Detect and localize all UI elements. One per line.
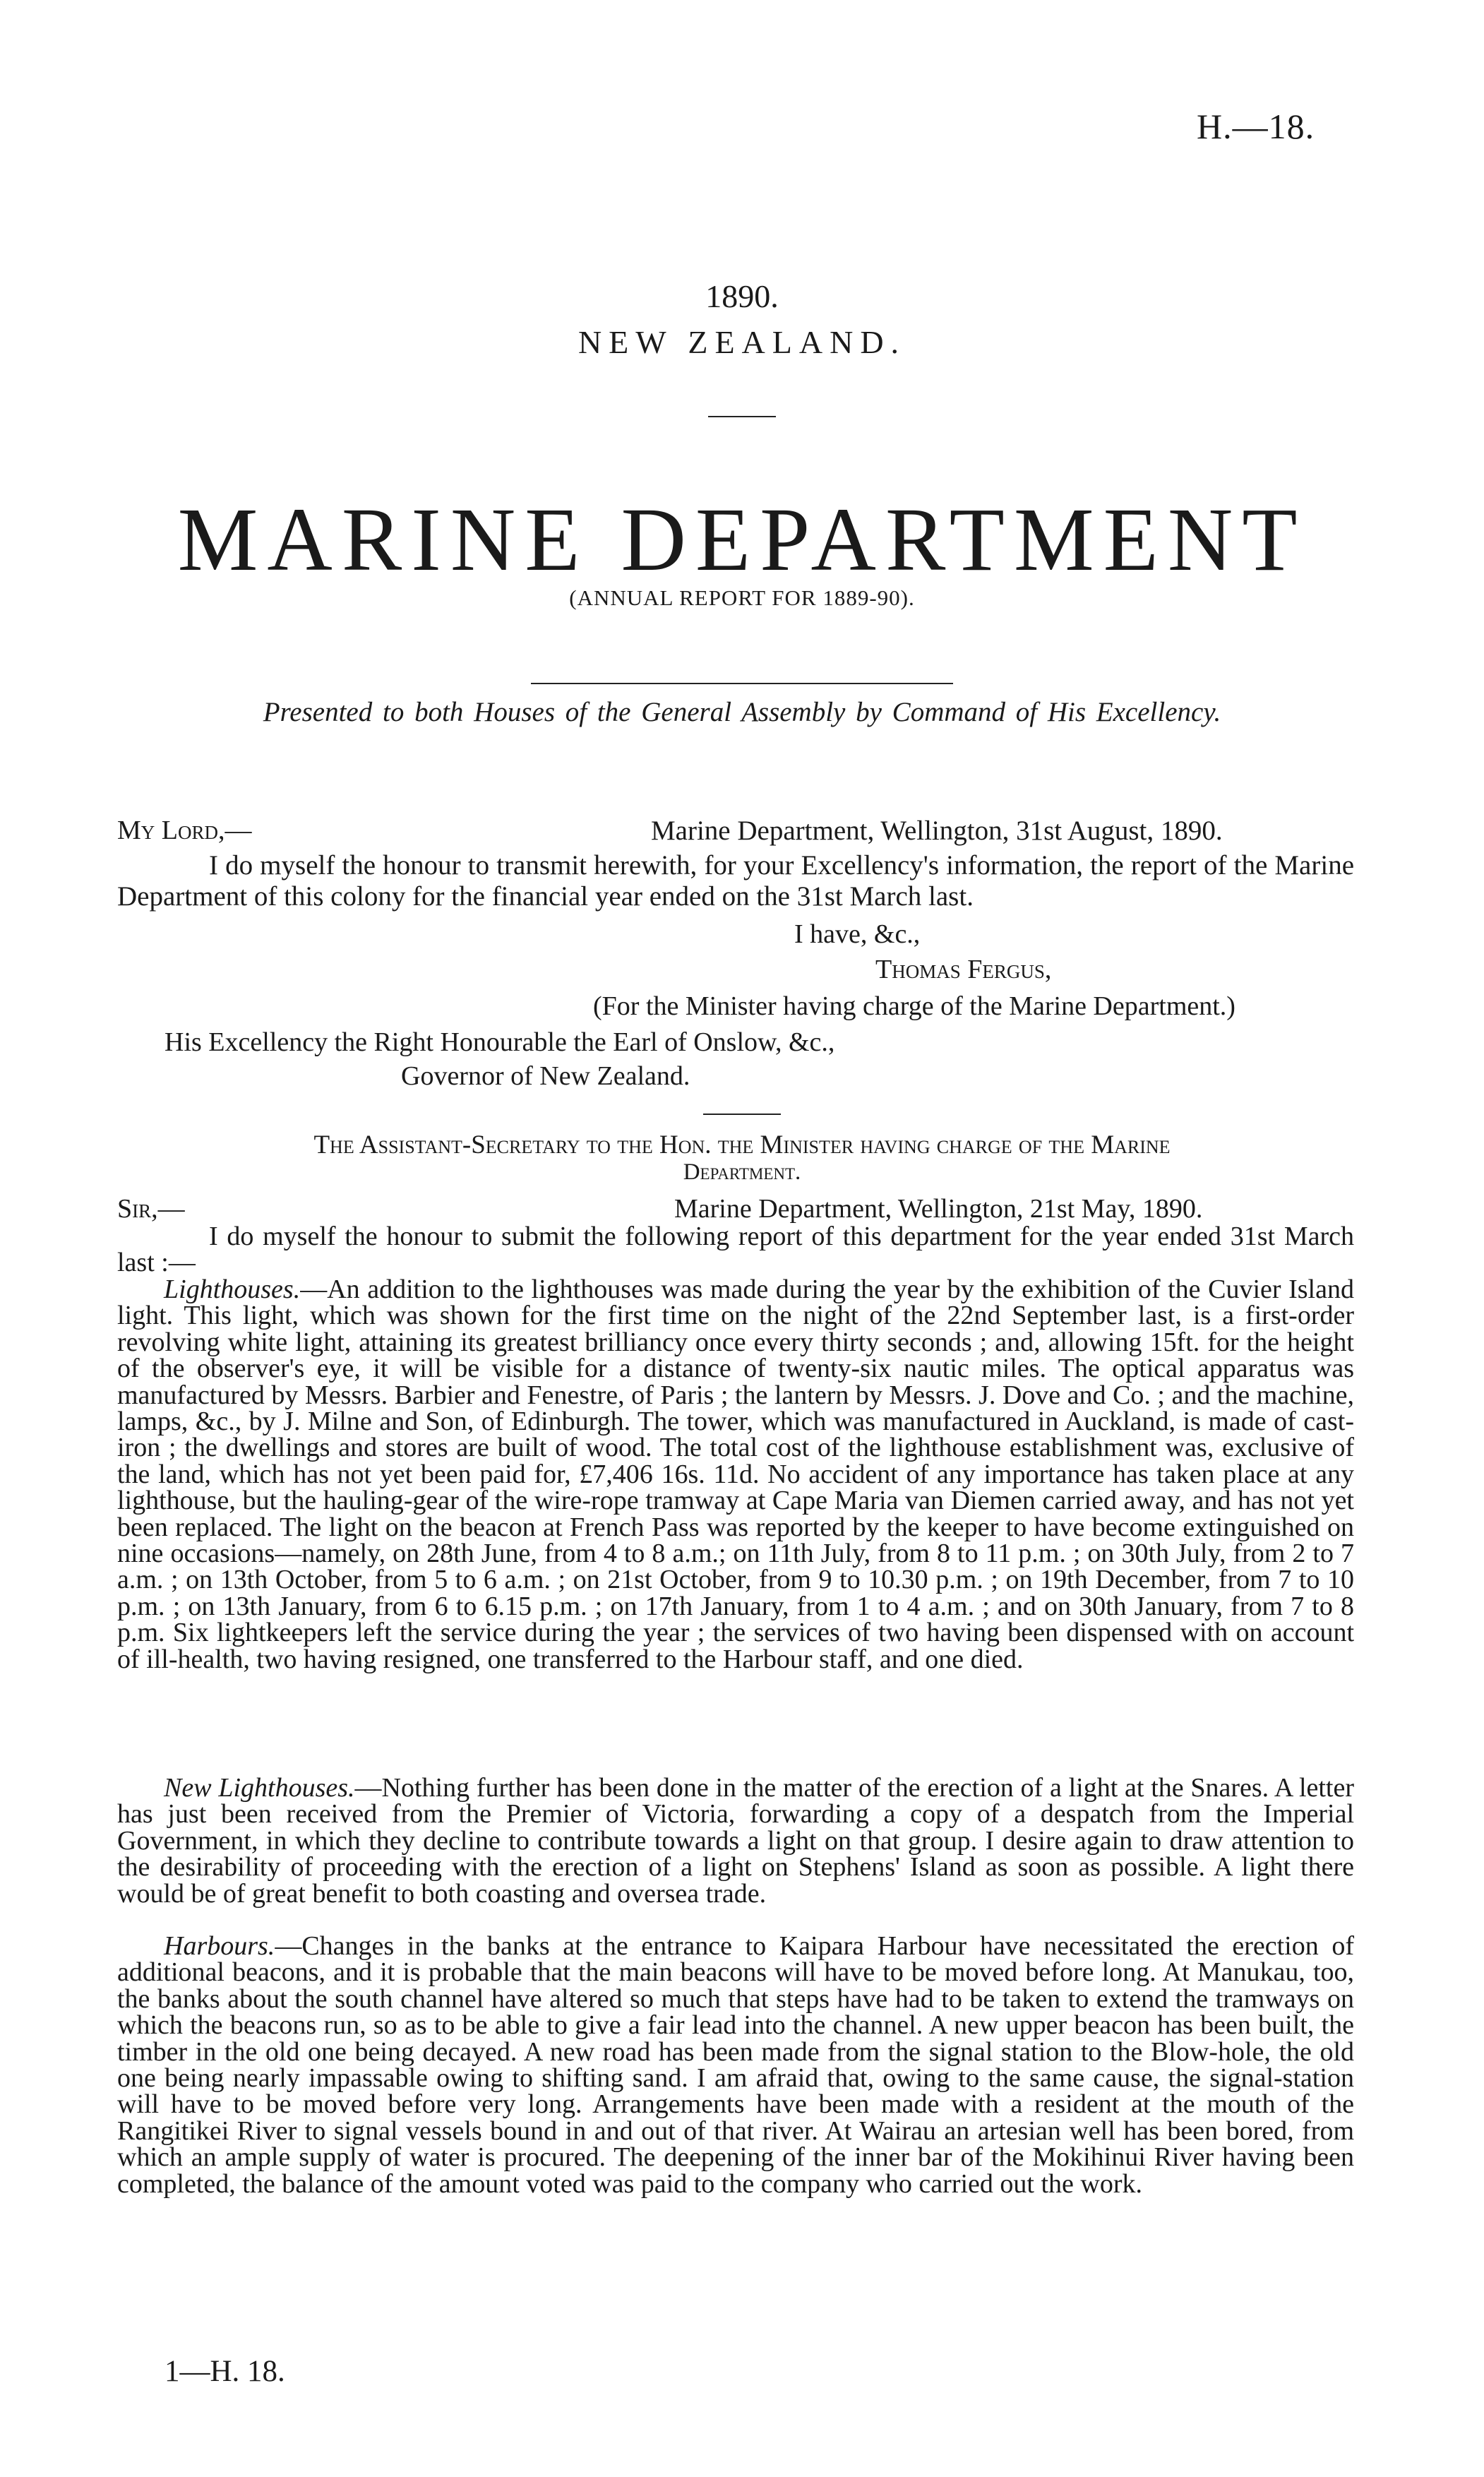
letter2-salutation: Sir,—: [117, 1194, 185, 1224]
salutation-text: My Lord,—: [117, 816, 252, 845]
section-new-lighthouses: [117, 1775, 1354, 1907]
letter2-heading-line1: The Assistant-Secretary to the Hon. the Minister having charge of the Marine: [313, 1130, 1171, 1159]
section-lead: Harbours.: [164, 1931, 275, 1961]
report-year: 1890.: [705, 278, 779, 314]
page-reference: H.—18.: [1197, 107, 1315, 146]
title-rule: [531, 683, 953, 684]
section-text: —An addition to the lighthouses was made during the year by the exhibition of the Cuvier Island light. This light, which was shown for the first time on the night of the 22nd September last, is a first-order revolving white light, attaining its greatest brilliancy once every thirty seconds ; and, allowing 15ft. for the height of the observer's eye, it will be visible for a distance of twenty-six nautic miles. The optical apparatus was manufactured by Messrs. Barbier and Fenestre, of Paris ; the lantern by Messrs. J. Dove and Co. ; and the machine, lamps, &c., by J. Milne and Son, of Edinburgh. The tower, which was manufactured in Auckland, is made of cast-iron ; the dwellings and stores are built of wood. The total cost of the lighthouse establishment was, exclusive of the land, which has not yet been paid for, £7,406 16s. 11d. No accident of any importance has taken place at any lighthouse, but the hauling-gear of the wire-rope tramway at Cape Maria van Diemen carried away, and has not yet been replaced. The light on the beacon at French Pass was reported by the keeper to have become extinguished on nine occasions—namely, on 28th June, from 4 to 8 a.m.; on 11th July, from 8 to 11 p.m. ; on 30th July, from 2 to 7 a.m. ; on 13th October, from 5 to 6 a.m. ; on 21st October, from 9 to 10.30 p.m. ; on 19th December, from 7 to 10 p.m. ; on 13th January, from 6 to 6.15 p.m. ; on 17th January, from 1 to 4 a.m. ; and on 30th January, from 7 to 8 p.m. Six lightkeepers left the service during the year ; the services of two having been dispensed with on account of ill-health, two having resigned, one transferred to the Harbour staff, and one died.: [117, 1275, 1354, 1674]
letter1-signature: Thomas Fergus,: [875, 955, 1052, 984]
letter-divider-rule: [703, 1114, 781, 1115]
section-lighthouses: [117, 1277, 1354, 1673]
printer-signature-mark: 1—H. 18.: [164, 2355, 285, 2388]
letter1-closing: I have, &c.,: [794, 919, 921, 949]
letter1-capacity: (For the Minister having charge of the Marine Department.): [593, 991, 1235, 1021]
letter1-body: I do myself the honour to transmit herewith, for your Excellency's information, the report of the Marine Department of this colony for the financial year ended on the 31st March last.: [117, 850, 1354, 912]
letter1-addressee-line2: Governor of New Zealand.: [401, 1061, 690, 1091]
letter1-dateline: Marine Department, Wellington, 31st August, 1890.: [651, 816, 1223, 846]
letter2-intro: I do myself the honour to submit the following report of this department for the year ended 31st March last :—: [117, 1222, 1354, 1278]
section-lead: New Lighthouses.: [164, 1773, 355, 1803]
presentation-note: Presented to both Houses of the General Assembly by Command of His Excellency.: [263, 697, 1221, 727]
letter1-salutation: [117, 815, 252, 846]
section-text: —Changes in the banks at the entrance to Kaipara Harbour have necessitated the erection of additional beacons, and it is probable that the main beacons will have to be moved before long. At Manukau, too, the banks about the south channel have altered so much that steps have had to be taken to extend the tramways on which the beacons run, so as to be able to give a fair lead into the channel. A new upper beacon has been built, the timber in the old one being decayed. A new road has been made from the signal station to the Blow-hole, the old one being nearly impassable owing to shifting sand. I am afraid that, owing to the same cause, the signal-station will have to be moved before very long. Arrangements have been made with a resident at the mouth of the Rangitikei River to signal vessels bound in and out of that river. At Wairau an artesian well has been bored, from which an ample supply of water is procured. The deepening of the inner bar of the Mokihinui River having been completed, the balance of the amount voted was paid to the company who carried out the work.: [117, 1931, 1354, 2199]
country-heading: NEW ZEALAND.: [578, 324, 906, 360]
section-lead: Lighthouses.: [164, 1275, 301, 1304]
letter1-addressee-line1: His Excellency the Right Honourable the Earl of Onslow, &c.,: [164, 1027, 835, 1057]
section-text: —Nothing further has been done in the matter of the erection of a light at the Snares. A letter has just been received from the Premier of Victoria, forwarding a copy of a despatch from the Imperial Government, in which they decline to contribute towards a light on that group. I desire again to draw attention to the desirability of proceeding with the erection of a light on Stephens' Island as soon as possible. A light there would be of great benefit to both coasting and oversea trade.: [117, 1773, 1355, 1909]
letter2-dateline: Marine Department, Wellington, 21st May, 1890.: [674, 1194, 1203, 1224]
report-subtitle: (ANNUAL REPORT FOR 1889-90).: [569, 585, 915, 610]
section-harbours: [117, 1933, 1354, 2197]
department-title: MARINE DEPARTMENT: [177, 489, 1307, 590]
short-rule-1: [708, 416, 776, 417]
letter2-heading-line2: Department.: [683, 1159, 801, 1185]
